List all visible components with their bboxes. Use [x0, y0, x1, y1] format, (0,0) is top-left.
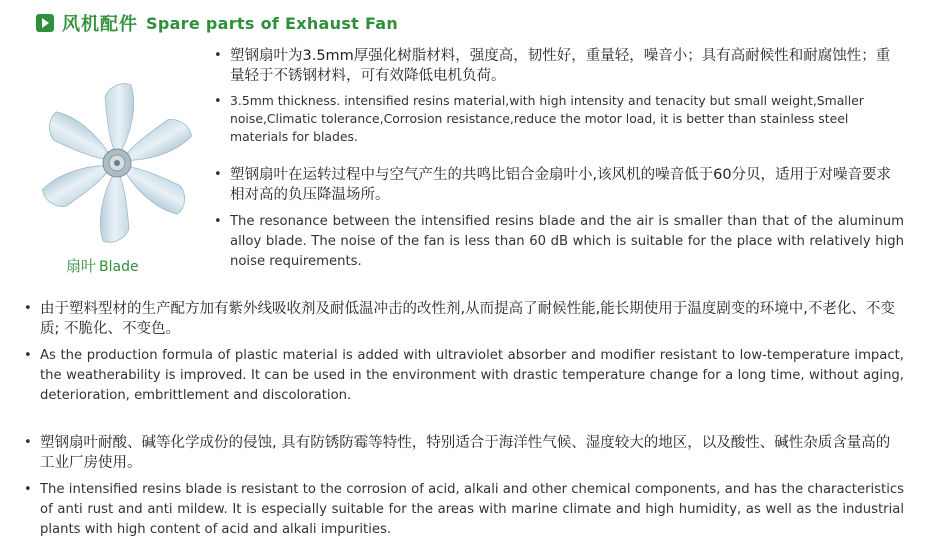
paragraph-cn: 塑钢扇叶为3.5mm厚强化树脂材料，强度高，韧性好，重量轻，噪音小；具有高耐候性和耐腐蚀性；重量轻于不锈钢材料，可有效降低电机负荷。 — [230, 48, 891, 84]
paragraph-en: The resonance between the intensified resins blade and the air is smaller than that of the aluminum alloy blade. The noise of the fan is less than 60 dB which is suitable for the place with relatively high noise requirements. — [230, 214, 904, 269]
bullet: • — [24, 301, 32, 316]
paragraph-en: As the production formula of plastic material is added with ultraviolet absorber and modifier resistant to low-temperature impact, the weatherability is improved. It can be used in the environment with drastic temperature change for a long time, without aging, deterioration, embrittlement and discoloration. — [40, 348, 904, 403]
bullet: • — [214, 48, 222, 63]
section-header — [36, 9, 398, 37]
fan-blade-image — [32, 78, 202, 248]
list-item — [24, 299, 904, 339]
paragraph-en: 3.5mm thickness. intensified resins material,with high intensity and tenacity but small weight,Smaller noise,Climatic tolerance,Corrosion resistance,reduce the motor load, it is better than stainless steel materials for blades. — [230, 93, 864, 144]
bullet: • — [24, 482, 32, 497]
title-cn: 风机配件 — [62, 14, 138, 35]
play-square-icon — [36, 14, 54, 32]
paragraph-cn: 由于塑料型材的生产配方加有紫外线吸收剂及耐低温冲击的改性剂,从而提高了耐候性能,能长期使用于温度剧变的环境中,不老化、不变质; 不脆化、不变色。 — [40, 301, 895, 337]
bullet: • — [214, 167, 222, 182]
bullet: • — [24, 435, 32, 450]
caption-cn: 扇叶 — [66, 257, 97, 275]
paragraph-en: The intensified resins blade is resistant to the corrosion of acid, alkali and other chemical components, and has the characteristics of anti rust and anti mildew. It is especially suitable for the areas with marine climate and high humidity, as well as the industrial plants with high content of acid and alkali impurities. — [40, 482, 904, 537]
image-caption — [66, 255, 139, 276]
list-item — [24, 480, 904, 540]
list-item — [214, 212, 904, 272]
bullet: • — [24, 348, 32, 363]
caption-en: Blade — [99, 259, 139, 275]
paragraph-cn: 塑钢扇叶在运转过程中与空气产生的共鸣比铝合金扇叶小,该风机的噪音低于60分贝，适用于对噪音要求相对高的负压降温场所。 — [230, 167, 892, 203]
list-item — [24, 346, 904, 406]
bullet: • — [214, 94, 222, 109]
title-en: Spare parts of Exhaust Fan — [146, 13, 399, 33]
bullet: • — [214, 214, 222, 229]
list-item — [214, 92, 904, 146]
list-item — [214, 165, 904, 205]
list-item — [214, 46, 904, 86]
paragraph-cn: 塑钢扇叶耐酸、碱等化学成份的侵蚀, 具有防锈防霉等特性，特别适合于海洋性气候、湿度较大的地区，以及酸性、碱性杂质含量高的工业厂房使用。 — [40, 435, 891, 471]
list-item — [24, 433, 904, 473]
